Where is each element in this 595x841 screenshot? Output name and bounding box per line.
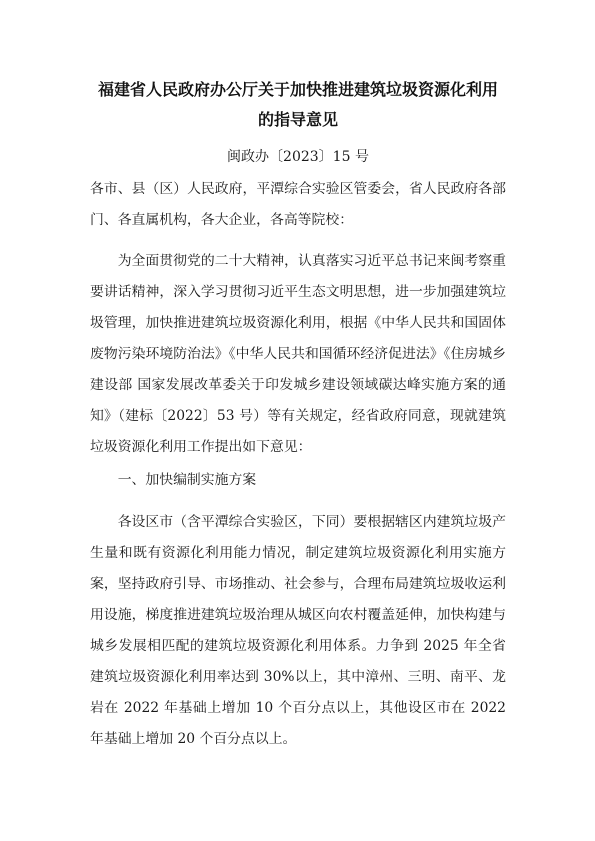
document-title: 福建省人民政府办公厅关于加快推进建筑垃圾资源化利用的指导意见	[97, 80, 498, 129]
section-body: 各设区市（含平潭综合实验区，下同）要根据辖区内建筑垃圾产生量和既有资源化利用能力情况，制定建筑垃圾资源化利用实施方案，坚持政府引导、市场推动、社会参与，合理布局建筑垃圾收运利用设施，梯度推进建筑垃圾治理从城区向农村覆盖延伸，加快构建与城乡发展相匹配的建筑垃圾资源化利用体系。力争到 2025 年全省建筑垃圾资源化利用率达到 30%以上，其中漳州、三明、南平、龙岩在 2022 年基础上增加 10 个百分点以上，其他设区市在 2022 年基础上增加 20 个百分点以上。	[90, 514, 506, 747]
document-content	[90, 75, 506, 755]
document-number: 闽政办〔2023〕15 号	[227, 149, 369, 165]
intro-paragraph: 为全面贯彻党的二十大精神，认真落实习近平总书记来闽考察重要讲话精神，深入学习贯彻习近平生态文明思想，进一步加强建筑垃圾管理，加快推进建筑垃圾资源化利用，根据《中华人民共和国固体废物污染环境防治法》《中华人民共和国循环经济促进法》《住房城乡建设部 国家发展改革委关于印发城乡建设领域碳达峰实施方案的通知》（建标〔2022〕53 号）等有关规定，经省政府同意，现就建筑垃圾资源化利用工作提出如下意见：	[90, 253, 506, 455]
addressee: 各市、县（区）人民政府，平潭综合实验区管委会，省人民政府各部门、各直属机构，各大企业，各高等院校：	[90, 181, 506, 228]
section-heading: 一、加快编制实施方案	[117, 472, 257, 488]
